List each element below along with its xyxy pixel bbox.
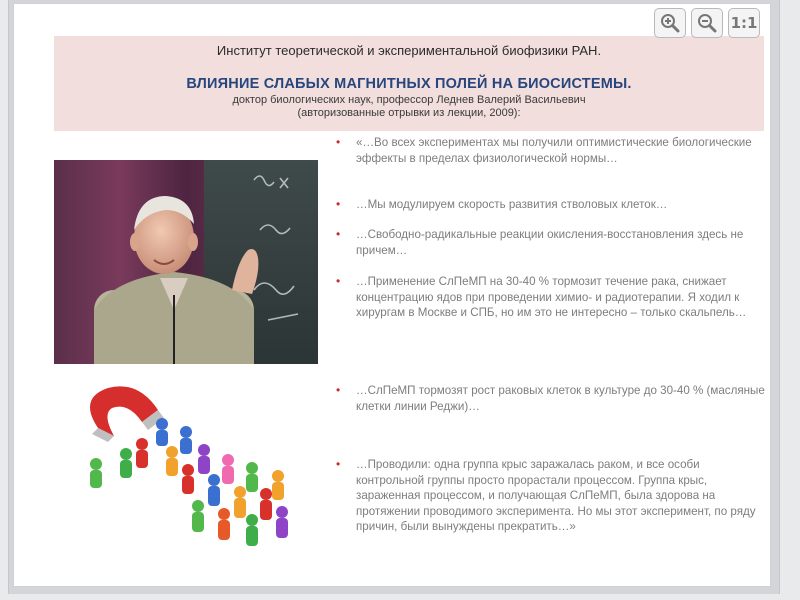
- slide: [14, 4, 770, 586]
- bullet-icon: •: [336, 383, 341, 397]
- bullet-icon: •: [336, 197, 341, 211]
- bullet-icon: •: [336, 457, 341, 471]
- list-item: • …Мы модулируем скорость развития стволовых клеток…: [336, 197, 668, 211]
- list-item: • «…Во всех экспериментах мы получили оптимистические биологические эффекты в пределах физиологической нормы…: [336, 135, 752, 165]
- zoom-out-button[interactable]: [691, 8, 723, 38]
- actual-size-button[interactable]: 1:1: [728, 8, 760, 38]
- magnifier-minus-icon: [697, 13, 717, 33]
- author-line: доктор биологических наук, профессор Леднев Валерий Васильевич: [232, 94, 586, 106]
- bullet-icon: •: [336, 227, 341, 241]
- bullet-icon: •: [336, 135, 341, 149]
- lecture-note: (авторизованные отрывки из лекции, 2009):: [297, 107, 521, 119]
- magnifier-plus-icon: [660, 13, 680, 33]
- zoom-in-button[interactable]: [654, 8, 686, 38]
- slide-title: ВЛИЯНИЕ СЛАБЫХ МАГНИТНЫХ ПОЛЕЙ НА БИОСИСТЕМЫ.: [186, 76, 632, 92]
- list-item: • …Применение СлПеМП на 30-40 % тормозит течение рака, снижает концентрацию ядов при проведении химио- и радиотерапии. Я ходил к хирургам в Москве и СПБ, но им это не интересно – только скальпель…: [336, 274, 747, 319]
- lecturer-photo: [54, 160, 318, 364]
- zoom-toolbar: [654, 8, 760, 38]
- magnet-people-illustration: [68, 380, 318, 550]
- list-item: • …Свободно-радикальные реакции окисления-восстановления здесь не причем…: [336, 227, 744, 257]
- list-item: • …СлПеМП тормозят рост раковых клеток в культуре до 30-40 % (масляные клетки линии Реджи)…: [336, 383, 765, 413]
- list-item: • …Проводили: одна группа крыс заражалась раком, и все особи контрольной группы просто прорастали процессом. Группа крыс, зараженная процессом, и получающая СлПеМП, была здорова на протяжении проводимого эксперимента. Но мы этот эксперимент, по ряду причин, были вынуждены прекратить…»: [336, 457, 756, 533]
- institute-name: Институт теоретической и экспериментальной биофизики РАН.: [216, 43, 602, 58]
- slide-header: [54, 36, 764, 131]
- bullet-icon: •: [336, 274, 341, 288]
